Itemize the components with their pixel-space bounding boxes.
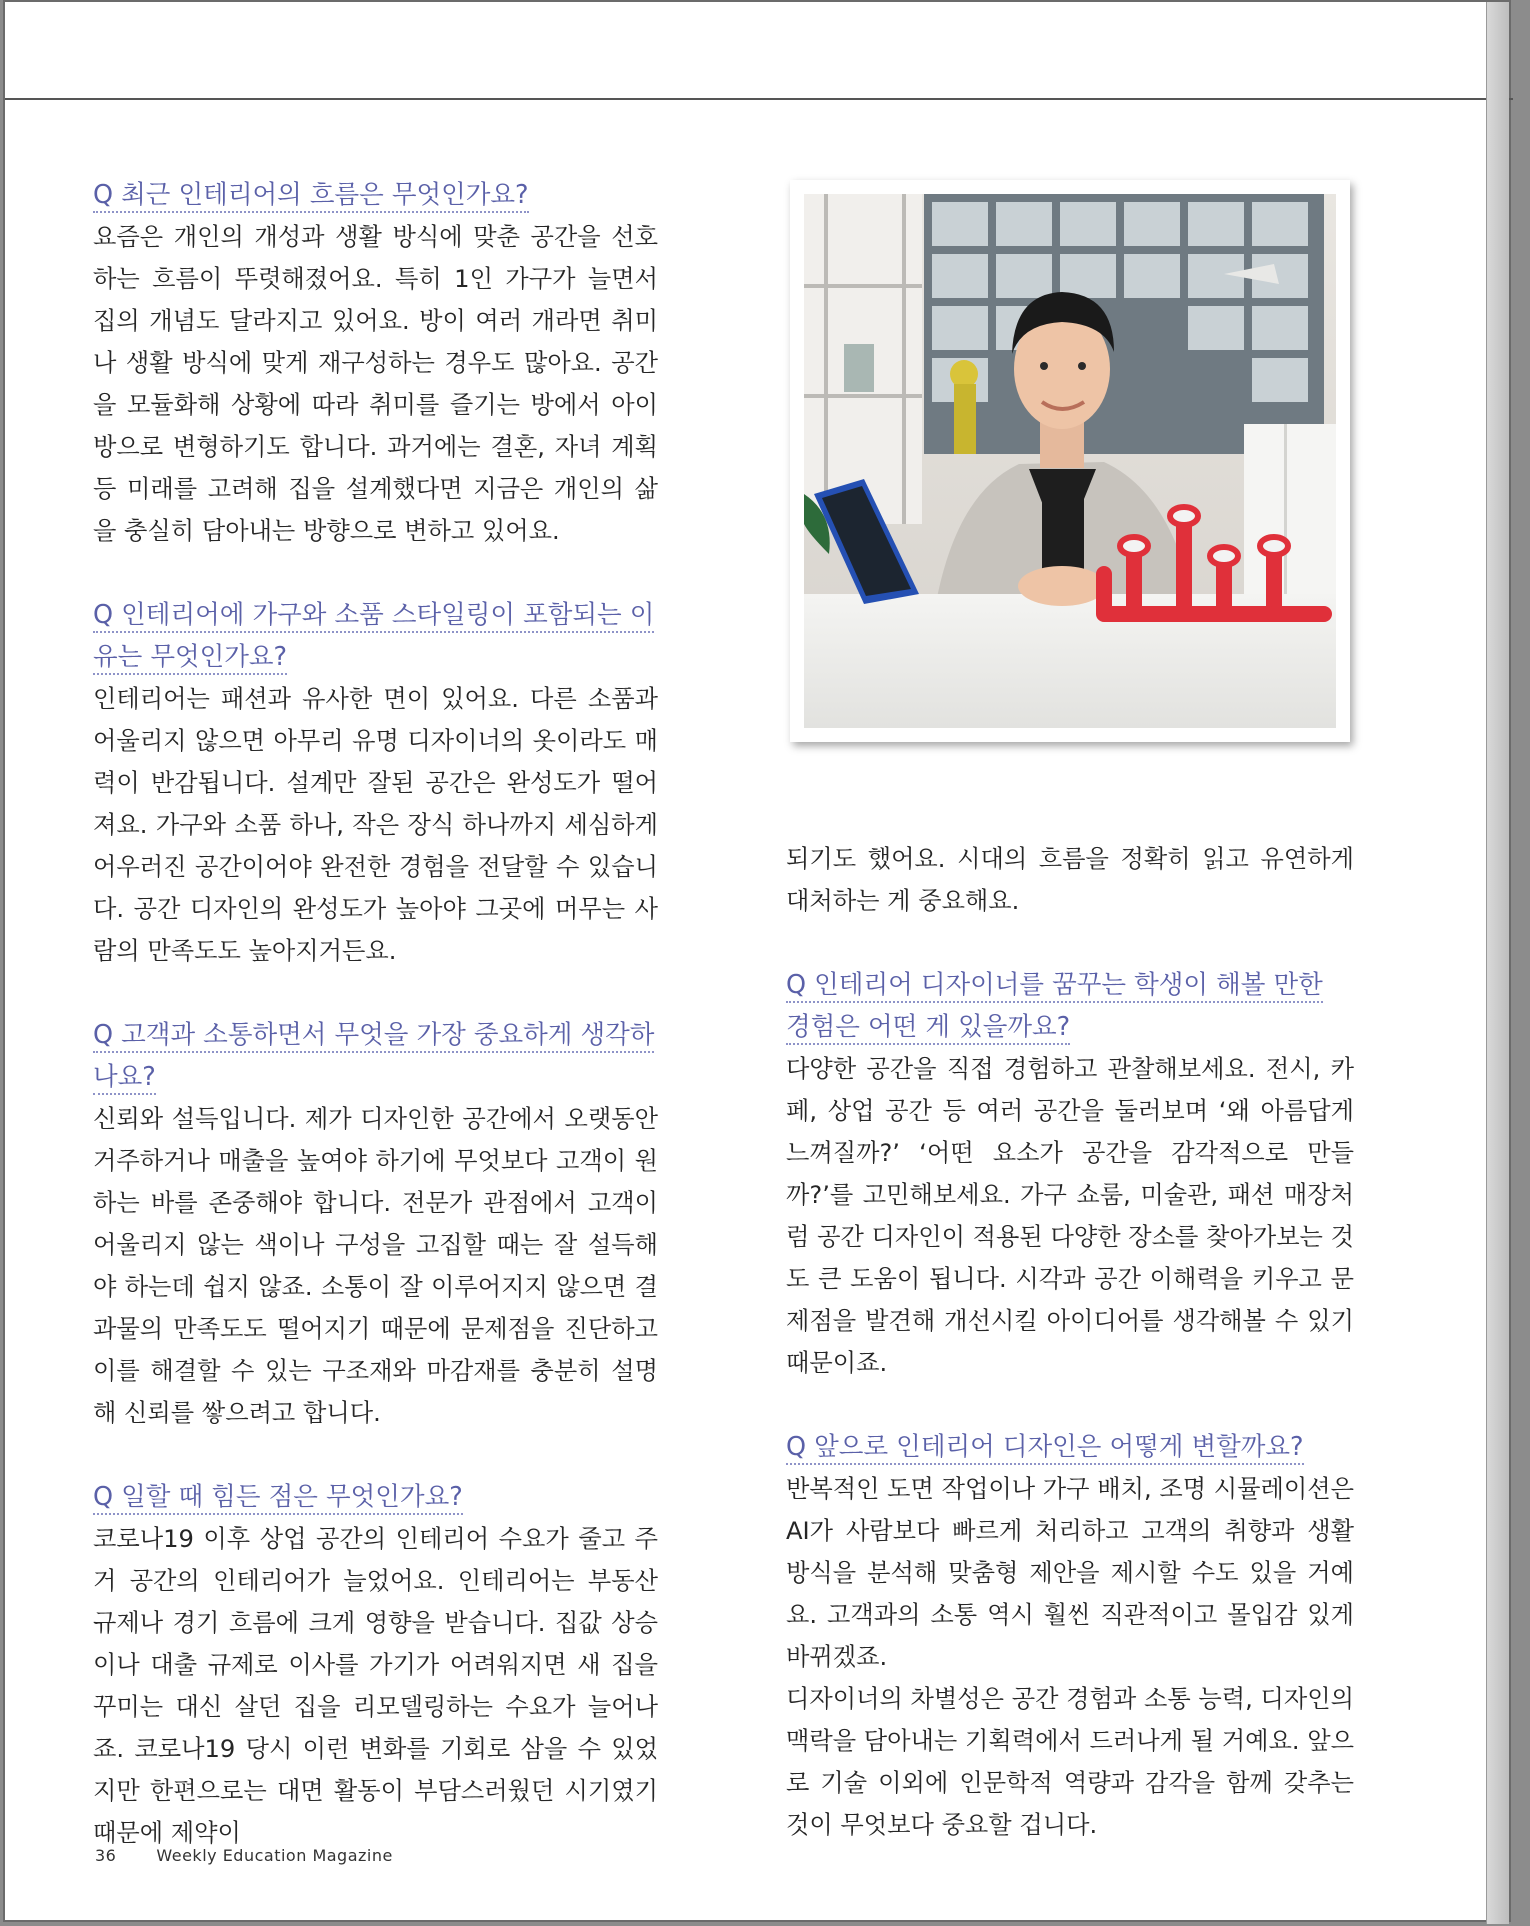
qa-block [93,174,658,552]
right-column [786,838,1354,1846]
answer-text: 반복적인 도면 작업이나 가구 배치, 조명 시뮬레이션은 AI가 사람보다 빠르게 처리하고 고객의 취향과 생활 방식을 분석해 맞춤형 제안을 제시할 수도 있을 거예요. 고객과의 소통 역시 훨씬 직관적이고 몰입감 있게 바뀌겠죠. 디자이너의 차별성은 공간 경험과 소통 능력, 디자인의 맥락을 담아내는 기획력에서 드러나게 될 거예요. 앞으로 기술 이외에 인문학적 역량과 감각을 함께 갖추는 것이 무엇보다 중요할 겁니다. [786,1475,1354,1839]
header-rule [5,98,1513,100]
interview-photo [790,180,1350,742]
left-column [93,174,658,1854]
portrait-illustration [804,194,1336,728]
answer-text: 요즘은 개인의 개성과 생활 방식에 맞춘 공간을 선호하는 흐름이 뚜렷해졌어요. 특히 1인 가구가 늘면서 집의 개념도 달라지고 있어요. 방이 여러 개라면 취미나 생활 방식에 맞게 재구성하는 경우도 많아요. 공간을 모듈화해 상황에 따라 취미를 즐기는 방에서 아이 방으로 변형하기도 합니다. 과거에는 결혼, 자녀 계획 등 미래를 고려해 집을 설계했다면 지금은 개인의 삶을 충실히 담아내는 방향으로 변하고 있어요. [93,223,658,545]
answer-text: 다양한 공간을 직접 경험하고 관찰해보세요. 전시, 카페, 상업 공간 등 여러 공간을 둘러보며 ‘왜 아름답게 느껴질까?’ ‘어떤 요소가 공간을 감각적으로 만들까?’를 고민해보세요. 가구 쇼룸, 미술관, 패션 매장처럼 공간 디자인이 적용된 다양한 장소를 찾아가보는 것도 큰 도움이 됩니다. 시각과 공간 이해력을 키우고 문제점을 발견해 개선시킬 아이디어를 생각해볼 수 있기 때문이죠. [786,1055,1354,1377]
answer-text: 인테리어는 패션과 유사한 면이 있어요. 다른 소품과 어울리지 않으면 아무리 유명 디자이너의 옷이라도 매력이 반감됩니다. 설계만 잘된 공간은 완성도가 떨어져요. 가구와 소품 하나, 작은 장식 하나까지 세심하게 어우러진 공간이어야 완전한 경험을 전달할 수 있습니다. 공간 디자인의 완성도가 높아야 그곳에 머무는 사람의 만족도도 높아지거든요. [93,685,658,965]
qa-block [93,594,658,972]
question-heading: Q 인테리어에 가구와 소품 스타일링이 포함되는 이유는 무엇인가요? [93,594,658,678]
answer-text: 신뢰와 설득입니다. 제가 디자인한 공간에서 오랫동안 거주하거나 매출을 높여야 하기에 무엇보다 고객이 원하는 바를 존중해야 합니다. 전문가 관점에서 고객이 어울리지 않는 색이나 구성을 고집할 때는 잘 설득해야 하는데 쉽지 않죠. 소통이 잘 이루어지지 않으면 결과물의 만족도도 떨어지기 때문에 문제점을 진단하고 이를 해결할 수 있는 구조재와 마감재를 충분히 설명해 신뢰를 쌓으려고 합니다. [93,1105,658,1427]
qa-block [786,1426,1354,1846]
qa-block [786,964,1354,1384]
qa-block [93,1014,658,1434]
page-fold-edge [1486,2,1509,1924]
continuation-text: 되기도 했어요. 시대의 흐름을 정확히 읽고 유연하게 대처하는 게 중요해요. [786,845,1354,915]
page-number: 36 [95,1846,117,1865]
question-heading: Q 앞으로 인테리어 디자인은 어떻게 변할까요? [786,1426,1354,1468]
qa-block [93,1476,658,1854]
question-heading: Q 최근 인테리어의 흐름은 무엇인가요? [93,174,658,216]
magazine-name: Weekly Education Magazine [156,1846,393,1865]
page-footer [95,1846,393,1865]
question-heading: Q 일할 때 힘든 점은 무엇인가요? [93,1476,658,1518]
answer-text: 코로나19 이후 상업 공간의 인테리어 수요가 줄고 주거 공간의 인테리어가 늘었어요. 인테리어는 부동산 규제나 경기 흐름에 크게 영향을 받습니다. 집값 상승이나 대출 규제로 이사를 가기가 어려워지면 새 집을 꾸미는 대신 살던 집을 리모델링하는 수요가 늘어나죠. 코로나19 당시 이런 변화를 기회로 삼을 수 있었지만 한편으로는 대면 활동이 부담스러웠던 시기였기 때문에 제약이 [93,1525,658,1847]
question-heading: Q 고객과 소통하면서 무엇을 가장 중요하게 생각하나요? [93,1014,658,1098]
question-heading: Q 인테리어 디자이너를 꿈꾸는 학생이 해볼 만한 경험은 어떤 게 있을까요? [786,964,1354,1048]
